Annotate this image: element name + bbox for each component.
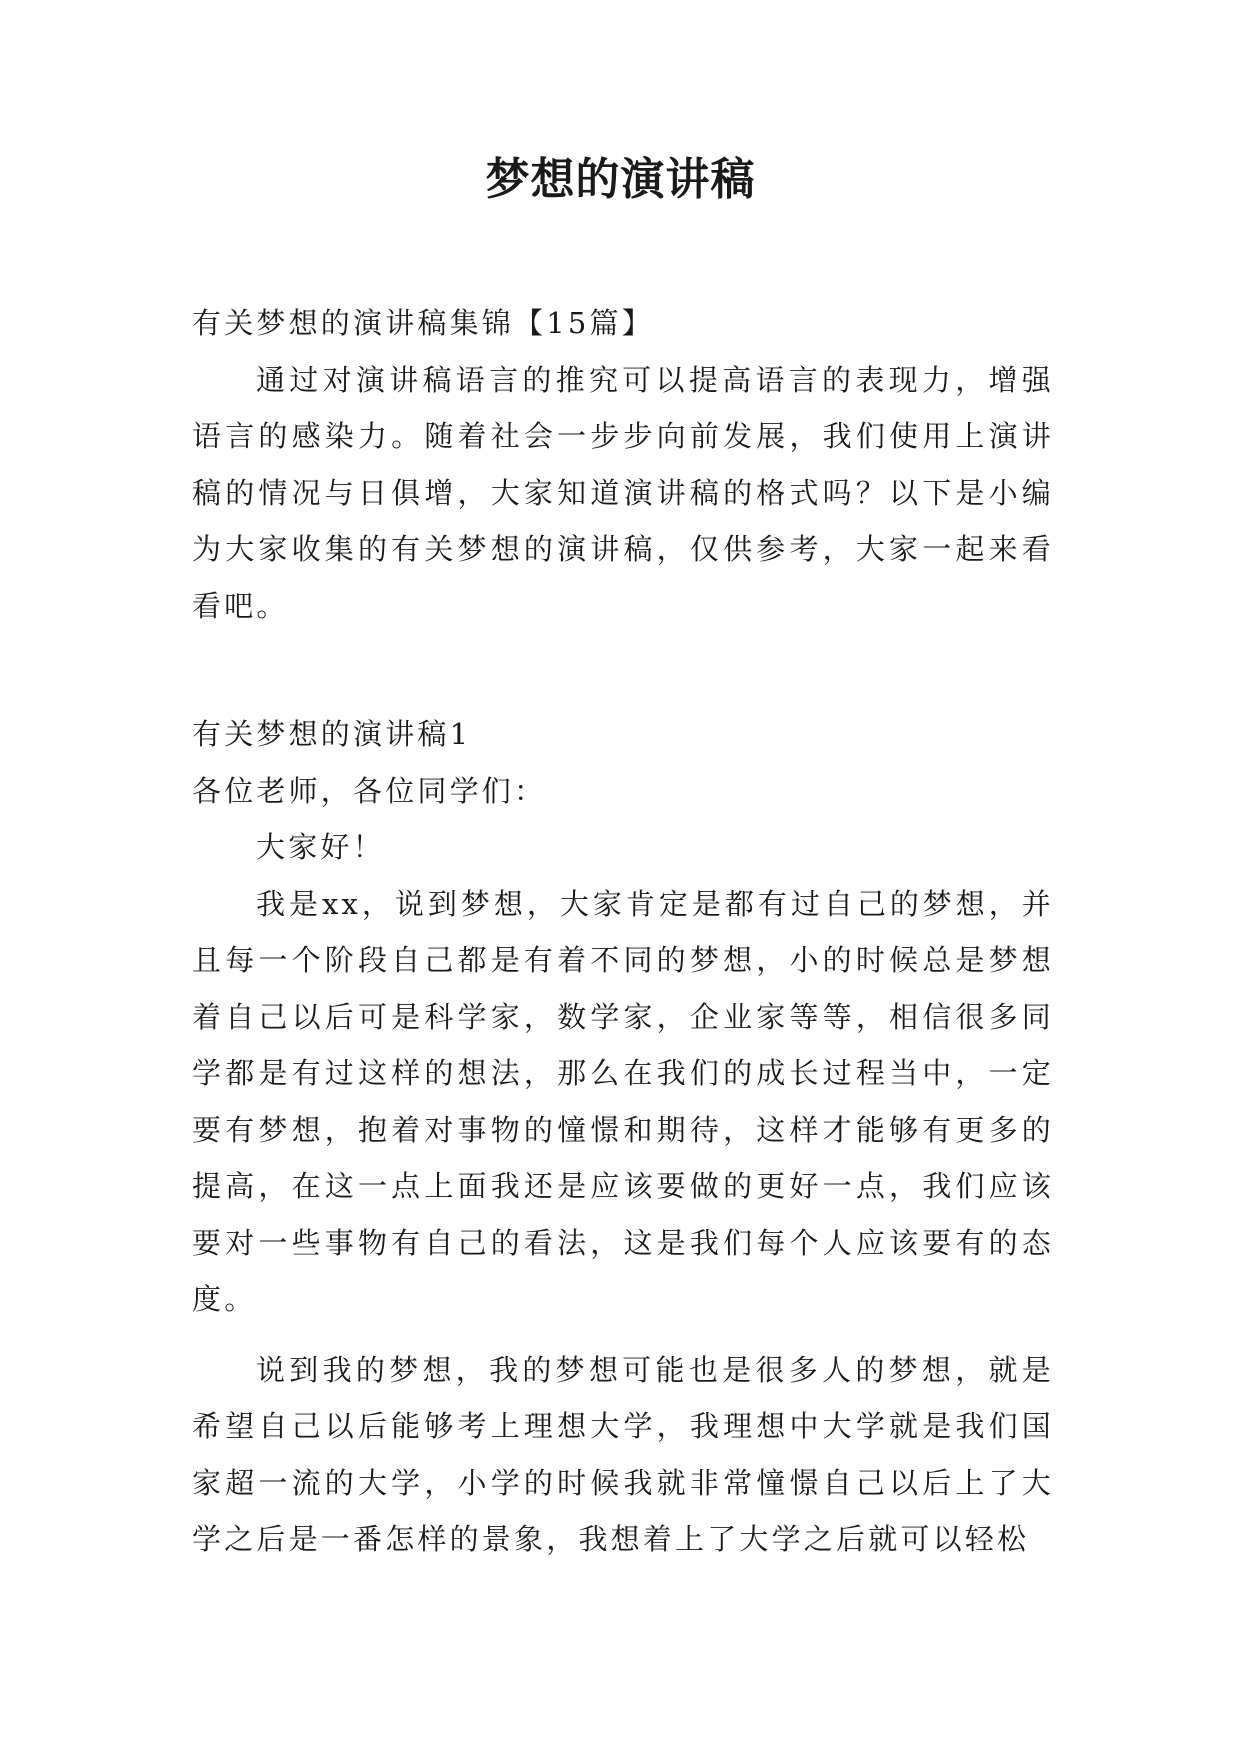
document-title: 梦想的演讲稿 [485,154,756,205]
body-paragraph: 我是xx，说到梦想，大家肯定是都有过自己的梦想，并且每一个阶段自己都是有着不同的梦想，小的时候总是梦想着自己以后可是科学家，数学家，企业家等等，相信很多同学都是有过这样的想法，那么在我们的成长过程当中，一定要有梦想，抱着对事物的憧憬和期待，这样才能够有更多的提高，在这一点上面我还是应该要做的更好一点，我们应该要对一些事物有自己的看法，这是我们每个人应该要有的态度。 [192,886,1054,1316]
greeting: 大家好！ [256,830,385,864]
section-spacer [192,634,1054,706]
intro-paragraph: 通过对演讲稿语言的推究可以提高语言的表现力，增强语言的感染力。随着社会一步步向前发展，我们使用上演讲稿的情况与日俱增，大家知道演讲稿的格式吗？以下是小编为大家收集的有关梦想的演讲稿，仅供参考，大家一起来看看吧。 [192,362,1054,623]
paragraph-spacer [192,1328,1054,1342]
document-body [192,295,1054,1568]
collection-heading: 有关梦想的演讲稿集锦【15篇】 [192,306,654,340]
salutation: 各位老师，各位同学们： [192,773,547,808]
section-heading: 有关梦想的演讲稿1 [192,717,472,751]
body-paragraph: 说到我的梦想，我的梦想可能也是很多人的梦想，就是希望自己以后能够考上理想大学，我理想中大学就是我们国家超一流的大学，小学的时候我就非常憧憬自己以后上了大学之后是一番怎样的景象，我想着上了大学之后就可以轻松 [192,1352,1054,1556]
